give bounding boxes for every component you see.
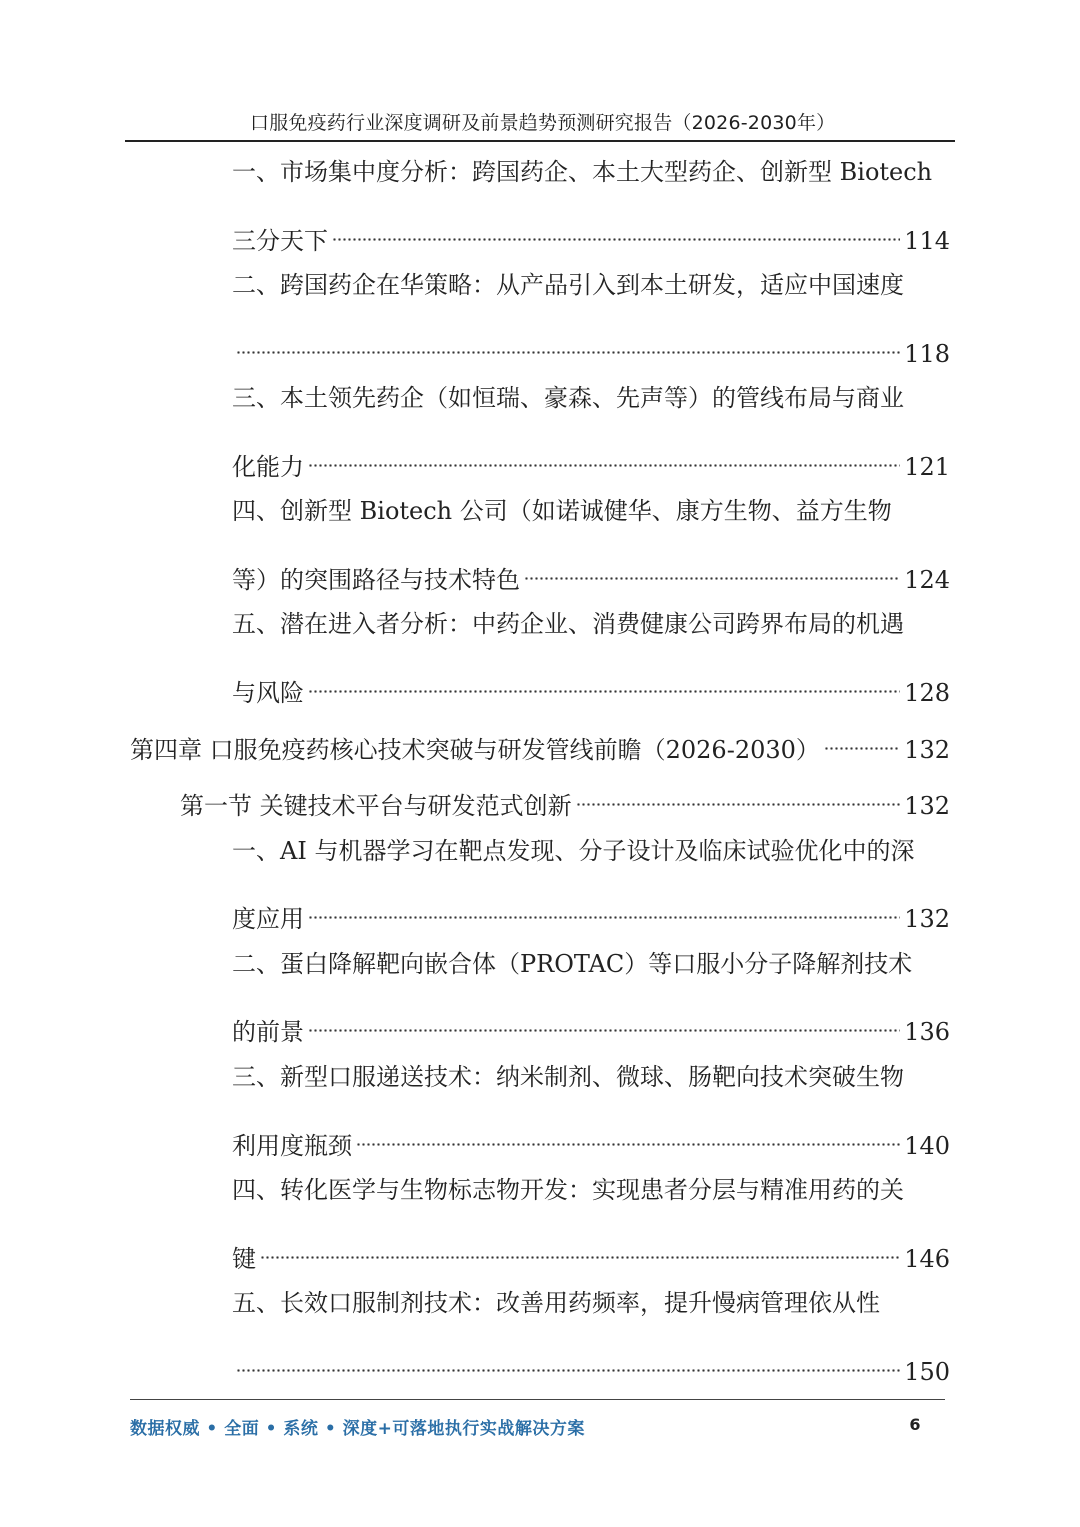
page-number: 146 (904, 1245, 950, 1273)
toc-line (0, 209, 1080, 255)
dot-leader (824, 718, 900, 758)
toc-entry-text: 五、潜在进入者分析：中药企业、消费健康公司跨界布局的机遇 (232, 610, 904, 638)
toc-entry-text: 三、本土领先药企（如恒瑞、豪森、先声等）的管线布局与商业 (232, 384, 904, 412)
page-number: 114 (904, 227, 950, 255)
dot-leader (236, 322, 900, 362)
page-number: 150 (904, 1358, 950, 1386)
page-number: 132 (904, 736, 950, 764)
page-number: 118 (904, 340, 950, 368)
page-number: 136 (904, 1018, 950, 1046)
toc-entry-text: 等）的突围路径与技术特色 (232, 566, 520, 594)
toc-entry-text: 化能力 (232, 453, 304, 481)
toc-entry-text: 三分天下 (232, 227, 328, 255)
toc-line (0, 1227, 1080, 1273)
toc-section-row[interactable] (180, 774, 950, 820)
footer-page-number: 6 (909, 1415, 921, 1434)
toc-line (0, 322, 1080, 368)
toc-entry-row[interactable] (232, 887, 950, 933)
toc-line (0, 548, 1080, 594)
dot-leader (308, 435, 900, 475)
page-number: 121 (904, 453, 950, 481)
dot-leader (260, 1227, 900, 1267)
toc-entry-row[interactable] (232, 435, 950, 481)
page-number: 132 (904, 792, 950, 820)
toc-line (0, 265, 1080, 305)
toc-entry-row[interactable] (232, 548, 950, 594)
toc-entry-text: 四、转化医学与生物标志物开发：实现患者分层与精准用药的关 (232, 1176, 904, 1204)
report-title: 口服免疫药行业深度调研及前景趋势预测研究报告（2026-2030年） (250, 112, 836, 134)
dot-leader (576, 774, 901, 814)
toc-entry-text: 四、创新型 Biotech 公司（如诺诚健华、康方生物、益方生物 (232, 497, 892, 525)
dot-leader (332, 209, 900, 249)
page-number: 140 (904, 1132, 950, 1160)
toc-line (0, 661, 1080, 707)
toc-line (0, 1057, 1080, 1097)
toc-section-title: 第一节 关键技术平台与研发范式创新 (180, 792, 572, 820)
footer-slogan: 数据权威 • 全面 • 系统 • 深度+可落地执行实战解决方案 (130, 1419, 585, 1439)
dot-leader (308, 661, 900, 701)
toc-line (0, 718, 1080, 764)
dot-leader (236, 1340, 900, 1380)
toc-entry-text: 利用度瓶颈 (232, 1132, 352, 1160)
toc-entry-row[interactable] (232, 1340, 950, 1386)
toc-entry-text: 二、蛋白降解靶向嵌合体（PROTAC）等口服小分子降解剂技术 (232, 950, 913, 978)
page-number: 124 (904, 566, 950, 594)
footer-rule (130, 1399, 945, 1400)
toc-entry-text: 一、AI 与机器学习在靶点发现、分子设计及临床试验优化中的深 (232, 837, 915, 865)
toc-line (0, 1283, 1080, 1323)
toc-line (0, 152, 1080, 192)
toc-line (0, 1340, 1080, 1386)
toc-line (0, 435, 1080, 481)
toc-entry-text: 与风险 (232, 679, 304, 707)
dot-leader (308, 1000, 900, 1040)
toc-line (0, 944, 1080, 984)
toc-line (0, 1114, 1080, 1160)
toc-line (0, 604, 1080, 644)
dot-leader (356, 1114, 900, 1154)
toc-entry-text: 键 (232, 1245, 256, 1273)
toc-line (0, 774, 1080, 820)
toc-line (0, 1000, 1080, 1046)
toc-line (0, 1170, 1080, 1210)
toc-entry-text: 三、新型口服递送技术：纳米制剂、微球、肠靶向技术突破生物 (232, 1063, 904, 1091)
toc-entry-row[interactable] (232, 1000, 950, 1046)
toc-line (0, 831, 1080, 871)
dot-leader (308, 887, 900, 927)
toc-line (0, 378, 1080, 418)
toc-entry-row[interactable] (232, 1227, 950, 1273)
toc-entry-row[interactable] (232, 1114, 950, 1160)
toc-entry-text: 五、长效口服制剂技术：改善用药频率，提升慢病管理依从性 (232, 1289, 880, 1317)
toc-entry-text: 二、跨国药企在华策略：从产品引入到本土研发，适应中国速度 (232, 271, 904, 299)
toc-chapter-row[interactable] (130, 718, 950, 764)
toc-entry-text: 的前景 (232, 1018, 304, 1046)
toc-line (0, 887, 1080, 933)
toc-entry-row[interactable] (232, 661, 950, 707)
toc-entry-text: 度应用 (232, 905, 304, 933)
toc-chapter-title: 第四章 口服免疫药核心技术突破与研发管线前瞻（2026-2030） (130, 736, 820, 764)
toc-entry-row[interactable] (232, 322, 950, 368)
page-number: 132 (904, 905, 950, 933)
toc-entry-row[interactable] (232, 209, 950, 255)
page-number: 128 (904, 679, 950, 707)
dot-leader (524, 548, 900, 588)
toc-entry-text: 一、市场集中度分析：跨国药企、本土大型药企、创新型 Biotech (232, 158, 933, 186)
toc-line (0, 491, 1080, 531)
